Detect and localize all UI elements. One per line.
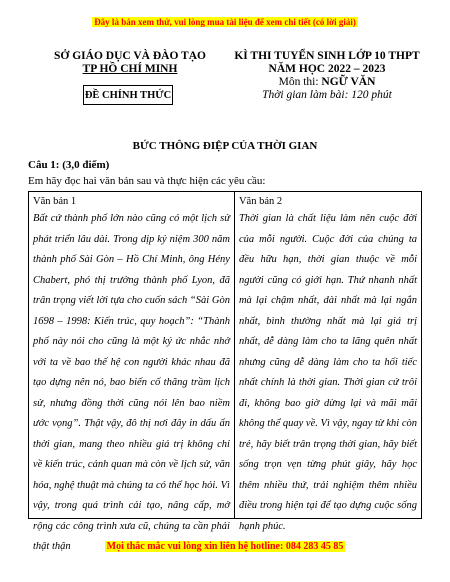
school-year: NĂM HỌC 2022 – 2023 [268, 63, 386, 75]
text-2-heading: Văn bản 2 [238, 196, 283, 207]
exam-header [222, 50, 432, 102]
question-heading: Câu 1: (3,0 điểm) [28, 159, 110, 171]
subject-label: Môn thi: [278, 76, 322, 88]
preview-banner-text: Đây là bản xem thử, vui lòng mua tài liệu để xem chi tiết (có lời giải) [94, 17, 356, 27]
hotline-banner [0, 536, 450, 554]
preview-banner [0, 12, 450, 30]
exam-subject [222, 76, 432, 89]
question-instruction: Em hãy đọc hai văn bản sau và thực hiện các yêu cầu: [28, 175, 266, 187]
text-column-2 [235, 192, 421, 532]
authority-line-1: SỞ GIÁO DỤC VÀ ĐÀO TẠO [54, 50, 206, 62]
text-1-body: Bất cứ thành phố lớn nào cũng có một lịch sử phát triển lâu dài. Trong dịp kỷ niệm 300 năm thành phố Sài Gòn – Hồ Chí Minh, ông Hény Chabert, phó thị trưởng thành phố Lyon, đã trân trọng viết lời tựa cho cuốn sách “Sài Gòn 1698 – 1998: Kiến trúc, quy hoạch”: “Thành phố này nói cho cũng là một ký ức nhắc nhở với ta về bao thế hệ con người khác nhau đã tạo dựng nên nó, bao biến cố thăng trầm lịch sử, nhưng đồng thời cũng nói lên bao niềm ước vọng”. Thật vậy, đô thị nơi đây in dấu ấn thời gian, mang theo nhiều giá trị không chỉ về kiến trúc, cảnh quan mà còn về lịch sử, văn hóa, nghệ thuật mà chúng ta có thể học hỏi. Vì vậy, trong quá trình cải tạo, nâng cấp, mở rộng các công trình xưa cũ, chúng ta cần phải thật thận [33, 213, 230, 552]
hotline-text: Mọi thắc mắc vui lòng xin liên hệ hotline: 084 283 45 85 [106, 541, 344, 552]
text-1-heading: Văn bản 1 [33, 196, 77, 207]
text-2-body: Thời gian là chất liệu làm nên cuộc đời của mỗi người. Cuộc đời của chúng ta đều hữu hạn, thời gian thuộc về mỗi người cũng có giới hạn. Thứ nhanh nhất mà lại chậm nhất, dài nhất mà lại ngắn nhất, bình thường nhất mà lại giá trị nhất, dễ dàng làm cho ta lãng quên nhất nhưng cũng dễ dàng làm cho ta hối tiếc nhất chính là thời gian. Thời gian cứ trôi đi, không bao giờ dừng lại và mãi mãi không thể quay về. Vì vậy, ngay từ khi còn trẻ, hãy biết trân trọng thời gian, hãy biết sống trọn vẹn từng phút giây, hãy học thêm nhiều thứ, trải nghiệm thêm nhiều điều trong hiện tại để tạo dựng cuộc sống hạnh phúc. [238, 213, 417, 532]
subject-name: NGỮ VĂN [321, 76, 376, 88]
authority-line-2: TP HỒ CHÍ MINH [82, 63, 178, 75]
exam-name: KÌ THI TUYỂN SINH LỚP 10 THPT [234, 50, 420, 62]
exam-time: Thời gian làm bài: 120 phút [262, 89, 392, 101]
official-stamp-box [83, 85, 173, 105]
official-stamp-label: ĐỀ CHÍNH THỨC [84, 89, 172, 101]
document-title: BỨC THÔNG ĐIỆP CỦA THỜI GIAN [132, 140, 318, 152]
issuing-authority [50, 50, 210, 76]
